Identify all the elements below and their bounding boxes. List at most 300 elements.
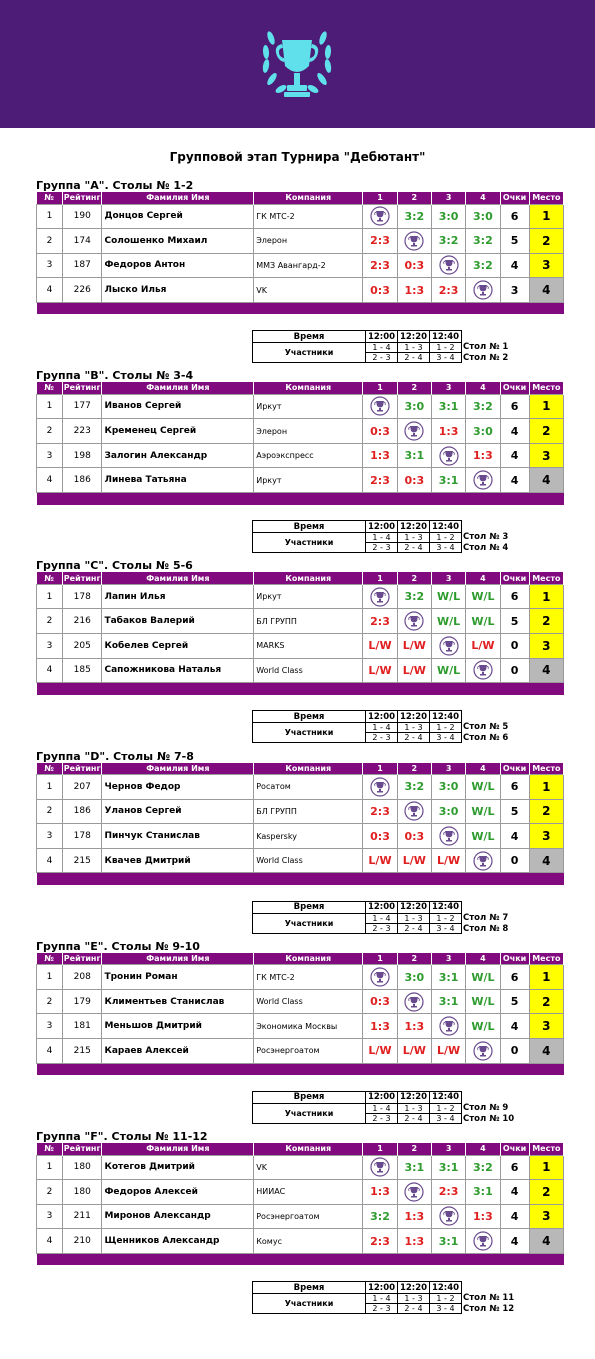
table-row — [37, 824, 564, 849]
schedule-pair: 3 - 4 — [430, 1304, 462, 1314]
column-header: 2 — [397, 192, 431, 204]
schedule-participants-label: Участники — [253, 723, 366, 743]
table-row — [37, 468, 564, 493]
player-points: 4 — [500, 1180, 529, 1205]
schedule-pair: 2 - 3 — [366, 1113, 398, 1123]
table-number-label: Стол № 2 — [463, 353, 509, 363]
column-header: Очки — [500, 953, 529, 965]
match-score: 0:3 — [363, 419, 397, 444]
page-title: Групповой этап Турнира "Дебютант" — [169, 150, 426, 164]
player-rating: 187 — [62, 253, 101, 278]
column-header: 2 — [397, 953, 431, 965]
table-header-row — [37, 953, 564, 965]
trophy-icon — [370, 1157, 390, 1177]
player-company: Kaspersky — [254, 824, 363, 849]
player-number: 4 — [37, 1039, 63, 1064]
schedule-pair: 2 - 4 — [398, 923, 430, 933]
schedule-table — [252, 520, 462, 553]
table-row — [37, 848, 564, 873]
schedule-pair: 2 - 3 — [366, 923, 398, 933]
player-name: Котегов Дмитрий — [102, 1155, 254, 1180]
player-place: 4 — [529, 468, 563, 493]
player-number: 3 — [37, 1204, 63, 1229]
player-place: 3 — [529, 253, 563, 278]
player-points: 4 — [500, 253, 529, 278]
player-rating: 208 — [62, 965, 101, 990]
column-header: № — [37, 192, 63, 204]
column-header: 4 — [466, 382, 500, 394]
player-points: 4 — [500, 1204, 529, 1229]
player-place: 1 — [529, 775, 563, 800]
player-number: 2 — [37, 609, 63, 634]
player-points: 6 — [500, 204, 529, 229]
column-header: Место — [529, 953, 563, 965]
column-header: Очки — [500, 572, 529, 584]
schedule-pair: 1 - 3 — [398, 723, 430, 733]
player-rating: 211 — [62, 1204, 101, 1229]
schedule-pair: 3 - 4 — [430, 353, 462, 363]
group-table — [36, 572, 564, 694]
player-number: 2 — [37, 989, 63, 1014]
table-footer-bar — [37, 1253, 564, 1265]
trophy-icon — [473, 1041, 493, 1061]
table-row — [37, 989, 564, 1014]
player-points: 5 — [500, 799, 529, 824]
player-name: Федоров Алексей — [102, 1180, 254, 1205]
match-score: 3:1 — [431, 989, 465, 1014]
player-company: World Class — [254, 989, 363, 1014]
player-company: Росэнергоатом — [254, 1039, 363, 1064]
player-points: 4 — [500, 443, 529, 468]
match-score: 2:3 — [431, 278, 465, 303]
column-header: Рейтинг — [63, 193, 101, 203]
column-header: 4 — [466, 192, 500, 204]
self-match-cell — [466, 1039, 500, 1064]
match-score: L/W — [363, 658, 397, 683]
group-title: Группа "D". Столы № 7-8 — [36, 749, 194, 763]
player-place: 1 — [529, 394, 563, 419]
column-header: 3 — [431, 382, 465, 394]
column-header: 4 — [466, 763, 500, 775]
player-place: 4 — [529, 848, 563, 873]
trophy-icon — [439, 636, 459, 656]
column-header: Компания — [254, 953, 363, 965]
column-header: Место — [529, 1143, 563, 1155]
player-number: 3 — [37, 824, 63, 849]
schedule-time: 12:40 — [430, 1091, 462, 1103]
column-header: Фамилия Имя — [102, 382, 254, 394]
player-rating: 179 — [62, 989, 101, 1014]
trophy-icon — [404, 801, 424, 821]
player-rating: 198 — [62, 443, 101, 468]
match-score: 2:3 — [363, 799, 397, 824]
player-company: ГК МТС-2 — [254, 204, 363, 229]
player-company: VK — [254, 1155, 363, 1180]
player-number: 2 — [37, 229, 63, 254]
player-name: Пинчук Станислав — [102, 824, 254, 849]
self-match-cell — [431, 1014, 465, 1039]
match-score: W/L — [466, 965, 500, 990]
footer-bar — [37, 302, 564, 314]
trophy-icon — [370, 587, 390, 607]
player-number: 2 — [37, 419, 63, 444]
schedule-pair: 2 - 4 — [398, 543, 430, 553]
schedule-pair: 1 - 2 — [430, 343, 462, 353]
schedule-time-row — [253, 901, 462, 913]
schedule-time-label: Время — [253, 901, 366, 913]
self-match-cell — [466, 1229, 500, 1254]
player-number: 1 — [37, 584, 63, 609]
match-score: W/L — [466, 584, 500, 609]
table-number-label: Стол № 11 — [463, 1293, 515, 1303]
player-place: 4 — [529, 1039, 563, 1064]
player-number: 1 — [37, 204, 63, 229]
schedule-pair: 1 - 4 — [366, 343, 398, 353]
player-place: 2 — [529, 989, 563, 1014]
trophy-laurel-icon — [257, 18, 337, 104]
player-name: Кременец Сергей — [102, 419, 254, 444]
table-number-label: Стол № 4 — [463, 543, 509, 554]
match-score: L/W — [397, 634, 431, 659]
column-header: 3 — [431, 572, 465, 584]
schedule-table — [252, 901, 462, 934]
player-points: 4 — [500, 1229, 529, 1254]
self-match-cell — [431, 443, 465, 468]
schedule-time: 12:40 — [430, 331, 462, 343]
column-header: № — [37, 1143, 63, 1155]
player-place: 3 — [529, 1014, 563, 1039]
column-header: 4 — [466, 953, 500, 965]
schedule-participants-label: Участники — [253, 1103, 366, 1123]
schedule-participants-label: Участники — [253, 913, 366, 933]
schedule-pairs-row — [253, 533, 462, 543]
match-score: 2:3 — [431, 1180, 465, 1205]
player-points: 6 — [500, 775, 529, 800]
column-header: 4 — [466, 1143, 500, 1155]
player-place: 3 — [529, 1204, 563, 1229]
column-header: Компания — [254, 192, 363, 204]
schedule-pair: 1 - 4 — [366, 1294, 398, 1304]
schedule-pair: 1 - 3 — [398, 1103, 430, 1113]
player-rating: 174 — [62, 229, 101, 254]
table-row — [37, 253, 564, 278]
column-header: 1 — [363, 763, 397, 775]
table-row — [37, 443, 564, 468]
player-place: 4 — [529, 658, 563, 683]
schedule-time-row — [253, 331, 462, 343]
player-number: 1 — [37, 965, 63, 990]
schedule-pair: 2 - 4 — [398, 733, 430, 743]
schedule-pair: 2 - 4 — [398, 353, 430, 363]
self-match-cell — [397, 229, 431, 254]
player-name: Залогин Александр — [102, 443, 254, 468]
table-row — [37, 1014, 564, 1039]
player-place: 3 — [529, 443, 563, 468]
footer-bar — [37, 493, 564, 505]
schedule-time: 12:40 — [430, 901, 462, 913]
table-header-row — [37, 572, 564, 584]
player-number: 2 — [37, 799, 63, 824]
player-company: ГК МТС-2 — [254, 965, 363, 990]
schedule-pair: 1 - 2 — [430, 533, 462, 543]
player-number: 1 — [37, 394, 63, 419]
table-row — [37, 799, 564, 824]
schedule-pairs-row — [253, 913, 462, 923]
group-title: Группа "F". Столы № 11-12 — [36, 1130, 208, 1143]
player-number: 4 — [37, 848, 63, 873]
column-header: Фамилия Имя — [102, 192, 254, 204]
player-place: 1 — [529, 965, 563, 990]
table-assignments — [463, 722, 508, 744]
player-name: Донцов Сергей — [102, 204, 254, 229]
schedule-pair: 3 - 4 — [430, 543, 462, 553]
player-number: 1 — [37, 1155, 63, 1180]
match-score: 1:3 — [466, 443, 500, 468]
match-score: 3:2 — [397, 584, 431, 609]
match-score: 1:3 — [431, 419, 465, 444]
match-score: 3:2 — [466, 253, 500, 278]
player-company: ММЗ Авангард-2 — [254, 253, 363, 278]
match-score: 3:0 — [466, 419, 500, 444]
column-header: 1 — [363, 192, 397, 204]
match-score: 3:0 — [431, 799, 465, 824]
player-company: World Class — [254, 658, 363, 683]
group-title: Группа "C". Столы № 5-6 — [36, 559, 193, 573]
schedule-pair: 1 - 3 — [398, 343, 430, 353]
player-place: 3 — [529, 634, 563, 659]
schedule-time-row — [253, 521, 462, 533]
player-number: 2 — [37, 1180, 63, 1205]
player-name: Иванов Сергей — [102, 394, 254, 419]
schedule-participants-label: Участники — [253, 533, 366, 553]
match-score: W/L — [466, 609, 500, 634]
footer-bar — [37, 683, 564, 695]
player-number: 4 — [37, 658, 63, 683]
match-score: 0:3 — [363, 278, 397, 303]
player-rating: 185 — [62, 658, 101, 683]
player-points: 4 — [500, 419, 529, 444]
player-place: 1 — [529, 204, 563, 229]
group-table — [36, 1143, 564, 1265]
player-company: Элерон — [254, 229, 363, 254]
match-score: W/L — [431, 609, 465, 634]
schedule-time-label: Время — [253, 1091, 366, 1103]
match-score: W/L — [431, 584, 465, 609]
match-score: L/W — [363, 634, 397, 659]
schedule-time: 12:20 — [398, 1282, 430, 1294]
player-number: 3 — [37, 443, 63, 468]
player-company: Комус — [254, 1229, 363, 1254]
schedule-time: 12:20 — [398, 521, 430, 533]
self-match-cell — [431, 253, 465, 278]
match-score: W/L — [466, 775, 500, 800]
match-score: L/W — [397, 1039, 431, 1064]
match-score: 2:3 — [363, 253, 397, 278]
player-place: 2 — [529, 799, 563, 824]
match-score: 3:1 — [431, 394, 465, 419]
schedule-time: 12:00 — [366, 711, 398, 723]
schedule-pair: 1 - 4 — [366, 723, 398, 733]
schedule-participants-label: Участники — [253, 1294, 366, 1314]
trophy-icon — [439, 1016, 459, 1036]
match-score: 3:2 — [397, 204, 431, 229]
self-match-cell — [431, 634, 465, 659]
table-number-label: Стол № 10 — [463, 1113, 515, 1124]
trophy-icon — [404, 1182, 424, 1202]
column-header: Рейтинг — [63, 954, 101, 964]
trophy-icon — [473, 1231, 493, 1251]
player-place: 2 — [529, 229, 563, 254]
schedule-pair: 1 - 3 — [398, 1294, 430, 1304]
match-score: W/L — [466, 799, 500, 824]
player-name: Чернов Федор — [102, 775, 254, 800]
player-points: 5 — [500, 229, 529, 254]
column-header: Рейтинг — [63, 383, 101, 393]
match-score: 1:3 — [466, 1204, 500, 1229]
player-company: БЛ ГРУПП — [254, 609, 363, 634]
column-header: Рейтинг — [63, 573, 101, 583]
table-row — [37, 1229, 564, 1254]
match-score: 1:3 — [363, 1014, 397, 1039]
player-company: MARKS — [254, 634, 363, 659]
trophy-icon — [473, 470, 493, 490]
match-score: 3:2 — [466, 1155, 500, 1180]
match-score: 0:3 — [363, 824, 397, 849]
trophy-icon — [473, 280, 493, 300]
table-number-label: Стол № 7 — [463, 912, 509, 923]
schedule-time-row — [253, 1091, 462, 1103]
player-name: Миронов Александр — [102, 1204, 254, 1229]
match-score: W/L — [431, 658, 465, 683]
player-place: 1 — [529, 584, 563, 609]
table-header-row — [37, 763, 564, 775]
schedule-time: 12:00 — [366, 521, 398, 533]
player-rating: 180 — [62, 1180, 101, 1205]
self-match-cell — [466, 658, 500, 683]
column-header: Фамилия Имя — [102, 953, 254, 965]
footer-bar — [37, 873, 564, 885]
match-score: 3:1 — [397, 1155, 431, 1180]
trophy-icon — [439, 1206, 459, 1226]
column-header: 2 — [397, 1143, 431, 1155]
match-score: 3:2 — [466, 394, 500, 419]
column-header: 1 — [363, 382, 397, 394]
table-assignments — [463, 913, 508, 935]
trophy-icon — [439, 255, 459, 275]
group-table — [36, 953, 564, 1075]
player-points: 4 — [500, 468, 529, 493]
player-place: 2 — [529, 419, 563, 444]
trophy-icon — [370, 206, 390, 226]
schedule-pair: 2 - 3 — [366, 1304, 398, 1314]
table-footer-bar — [37, 493, 564, 505]
player-name: Квачев Дмитрий — [102, 848, 254, 873]
table-number-label: Стол № 6 — [463, 733, 509, 744]
table-number-label: Стол № 3 — [463, 532, 509, 543]
column-header: 3 — [431, 953, 465, 965]
match-score: 1:3 — [363, 443, 397, 468]
column-header: Место — [529, 572, 563, 584]
match-score: 3:1 — [397, 443, 431, 468]
schedule-pair: 2 - 4 — [398, 1304, 430, 1314]
schedule-time-label: Время — [253, 711, 366, 723]
schedule-time: 12:00 — [366, 331, 398, 343]
player-rating: 216 — [62, 609, 101, 634]
player-number: 4 — [37, 468, 63, 493]
player-rating: 205 — [62, 634, 101, 659]
self-match-cell — [397, 609, 431, 634]
column-header: Компания — [254, 763, 363, 775]
table-assignments — [463, 532, 508, 554]
match-score: L/W — [363, 848, 397, 873]
column-header: Место — [529, 382, 563, 394]
column-header: Фамилия Имя — [102, 763, 254, 775]
player-name: Климентьев Станислав — [102, 989, 254, 1014]
player-company: Росэнергоатом — [254, 1204, 363, 1229]
schedule-pair: 1 - 2 — [430, 723, 462, 733]
table-row — [37, 419, 564, 444]
match-score: 3:1 — [431, 1229, 465, 1254]
column-header: 2 — [397, 572, 431, 584]
match-score: 1:3 — [397, 278, 431, 303]
column-header: Очки — [500, 382, 529, 394]
self-match-cell — [397, 1180, 431, 1205]
column-header: 3 — [431, 192, 465, 204]
column-header: Компания — [254, 1143, 363, 1155]
schedule-pair: 2 - 3 — [366, 353, 398, 363]
group-title: Группа "E". Столы № 9-10 — [36, 939, 200, 953]
table-row — [37, 1204, 564, 1229]
self-match-cell — [363, 965, 397, 990]
player-company: Иркут — [254, 584, 363, 609]
match-score: 0:3 — [397, 253, 431, 278]
player-rating: 210 — [62, 1229, 101, 1254]
schedule-table — [252, 330, 462, 363]
player-company: VK — [254, 278, 363, 303]
schedule-pair: 1 - 2 — [430, 1294, 462, 1304]
trophy-icon — [439, 826, 459, 846]
table-row — [37, 204, 564, 229]
trophy-icon — [404, 231, 424, 251]
player-rating: 226 — [62, 278, 101, 303]
match-score: W/L — [466, 1014, 500, 1039]
column-header: Место — [529, 192, 563, 204]
self-match-cell — [466, 468, 500, 493]
column-header: Фамилия Имя — [102, 572, 254, 584]
match-score: L/W — [363, 1039, 397, 1064]
column-header: 1 — [363, 1143, 397, 1155]
schedule-time-label: Время — [253, 331, 366, 343]
schedule-pair: 1 - 3 — [398, 533, 430, 543]
player-number: 1 — [37, 775, 63, 800]
table-row — [37, 658, 564, 683]
player-company: Элерон — [254, 419, 363, 444]
group-title: Группа "A". Столы № 1-2 — [36, 179, 194, 192]
schedule-pair: 2 - 3 — [366, 733, 398, 743]
match-score: 3:1 — [431, 965, 465, 990]
schedule-pair: 1 - 3 — [398, 913, 430, 923]
footer-bar — [37, 1063, 564, 1075]
table-number-label: Стол № 8 — [463, 923, 509, 934]
player-points: 0 — [500, 658, 529, 683]
trophy-icon — [473, 660, 493, 680]
player-place: 4 — [529, 1229, 563, 1254]
trophy-icon — [370, 967, 390, 987]
match-score: 1:3 — [363, 1180, 397, 1205]
match-score: 2:3 — [363, 468, 397, 493]
table-footer-bar — [37, 1063, 564, 1075]
schedule-pairs-row — [253, 723, 462, 733]
